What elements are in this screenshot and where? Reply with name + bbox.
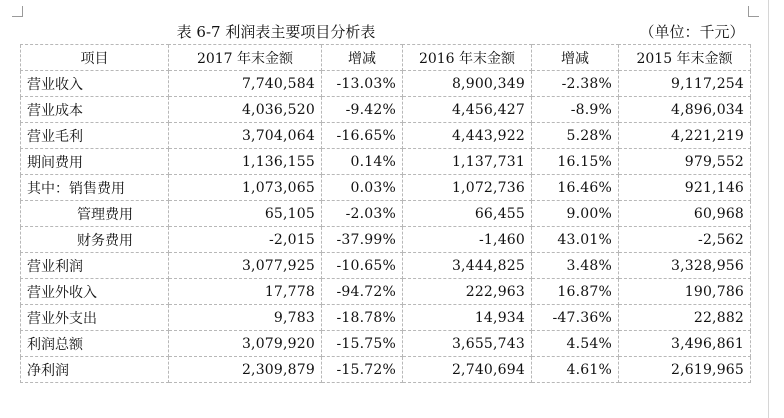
cell-amount-2016: 2,740,694: [403, 357, 532, 383]
table-row: [21, 71, 751, 97]
cell-amount-2016: 4,443,922: [403, 123, 532, 149]
cell-amount-2015: 9,117,254: [619, 71, 751, 97]
table-body: [21, 71, 751, 383]
cell-change-2017: -18.78%: [322, 305, 403, 331]
cell-amount-2016: 3,655,743: [403, 331, 532, 357]
cell-change-2016: 16.46%: [532, 175, 619, 201]
row-label: 营业毛利: [21, 123, 169, 149]
table-row: [21, 253, 751, 279]
table-row: [21, 123, 751, 149]
cell-change-2016: 4.61%: [532, 357, 619, 383]
cell-change-2016: 9.00%: [532, 201, 619, 227]
row-label: 营业外支出: [21, 305, 169, 331]
row-label: 期间费用: [21, 149, 169, 175]
row-label: 财务费用: [21, 227, 169, 253]
table-row: [21, 227, 751, 253]
cell-change-2017: -9.42%: [322, 97, 403, 123]
cell-amount-2016: 8,900,349: [403, 71, 532, 97]
page-edge-line: [768, 0, 769, 418]
cell-amount-2017: 1,136,155: [169, 149, 322, 175]
cell-amount-2015: 22,882: [619, 305, 751, 331]
table-row: [21, 331, 751, 357]
cell-amount-2016: 14,934: [403, 305, 532, 331]
cell-amount-2017: 3,079,920: [169, 331, 322, 357]
table-title: 表 6-7 利润表主要项目分析表: [21, 18, 532, 45]
table-row: [21, 279, 751, 305]
cell-change-2016: 43.01%: [532, 227, 619, 253]
cell-change-2016: 16.15%: [532, 149, 619, 175]
cell-change-2017: 0.14%: [322, 149, 403, 175]
col-header-2016-amount: 2016 年末金额: [403, 45, 532, 71]
table-unit: （单位：千元）: [532, 18, 751, 45]
row-label: 管理费用: [21, 201, 169, 227]
cell-amount-2015: 190,786: [619, 279, 751, 305]
cell-amount-2016: -1,460: [403, 227, 532, 253]
cell-change-2016: 16.87%: [532, 279, 619, 305]
cell-change-2016: -2.38%: [532, 71, 619, 97]
row-label: 营业成本: [21, 97, 169, 123]
cell-amount-2017: 3,704,064: [169, 123, 322, 149]
col-header-change-2017: 增减: [322, 45, 403, 71]
cell-amount-2015: 921,146: [619, 175, 751, 201]
crop-mark-top-right: [748, 6, 759, 17]
row-label: 利润总额: [21, 331, 169, 357]
cell-change-2017: 0.03%: [322, 175, 403, 201]
cell-change-2016: 5.28%: [532, 123, 619, 149]
cell-change-2016: 3.48%: [532, 253, 619, 279]
table-row: [21, 357, 751, 383]
cell-amount-2016: 222,963: [403, 279, 532, 305]
cell-amount-2015: 60,968: [619, 201, 751, 227]
cell-change-2016: -8.9%: [532, 97, 619, 123]
cell-amount-2017: -2,015: [169, 227, 322, 253]
cell-amount-2016: 1,072,736: [403, 175, 532, 201]
cell-amount-2017: 65,105: [169, 201, 322, 227]
cell-change-2017: -16.65%: [322, 123, 403, 149]
table-row: [21, 201, 751, 227]
row-label: 营业利润: [21, 253, 169, 279]
col-header-change-2016: 增减: [532, 45, 619, 71]
cell-amount-2015: 2,619,965: [619, 357, 751, 383]
cell-change-2016: -47.36%: [532, 305, 619, 331]
table-caption-row: [21, 18, 751, 45]
cell-amount-2015: 3,328,956: [619, 253, 751, 279]
row-label: 净利润: [21, 357, 169, 383]
cell-amount-2017: 7,740,584: [169, 71, 322, 97]
table-row: [21, 175, 751, 201]
cell-change-2017: -2.03%: [322, 201, 403, 227]
cell-amount-2016: 3,444,825: [403, 253, 532, 279]
col-header-2015-amount: 2015 年末金额: [619, 45, 751, 71]
cell-amount-2017: 1,073,065: [169, 175, 322, 201]
cell-change-2017: -94.72%: [322, 279, 403, 305]
cell-amount-2015: 4,896,034: [619, 97, 751, 123]
cell-amount-2015: 3,496,861: [619, 331, 751, 357]
table-header-row: [21, 45, 751, 71]
cell-amount-2017: 9,783: [169, 305, 322, 331]
cell-amount-2015: 979,552: [619, 149, 751, 175]
cell-amount-2016: 1,137,731: [403, 149, 532, 175]
cell-change-2017: -37.99%: [322, 227, 403, 253]
cell-amount-2015: 4,221,219: [619, 123, 751, 149]
cell-change-2017: -13.03%: [322, 71, 403, 97]
cell-change-2016: 4.54%: [532, 331, 619, 357]
table-row: [21, 149, 751, 175]
row-label: 其中：销售费用: [21, 175, 169, 201]
row-label: 营业收入: [21, 71, 169, 97]
cell-change-2017: -10.65%: [322, 253, 403, 279]
cell-change-2017: -15.72%: [322, 357, 403, 383]
col-header-2017-amount: 2017 年末金额: [169, 45, 322, 71]
cell-change-2017: -15.75%: [322, 331, 403, 357]
cell-amount-2017: 4,036,520: [169, 97, 322, 123]
cell-amount-2017: 3,077,925: [169, 253, 322, 279]
crop-mark-top-left: [12, 6, 23, 17]
cell-amount-2016: 66,455: [403, 201, 532, 227]
table-row: [21, 305, 751, 331]
cell-amount-2015: -2,562: [619, 227, 751, 253]
row-label: 营业外收入: [21, 279, 169, 305]
cell-amount-2017: 2,309,879: [169, 357, 322, 383]
table-row: [21, 97, 751, 123]
col-header-item: 项目: [21, 45, 169, 71]
profit-analysis-table: [20, 18, 751, 383]
cell-amount-2016: 4,456,427: [403, 97, 532, 123]
cell-amount-2017: 17,778: [169, 279, 322, 305]
